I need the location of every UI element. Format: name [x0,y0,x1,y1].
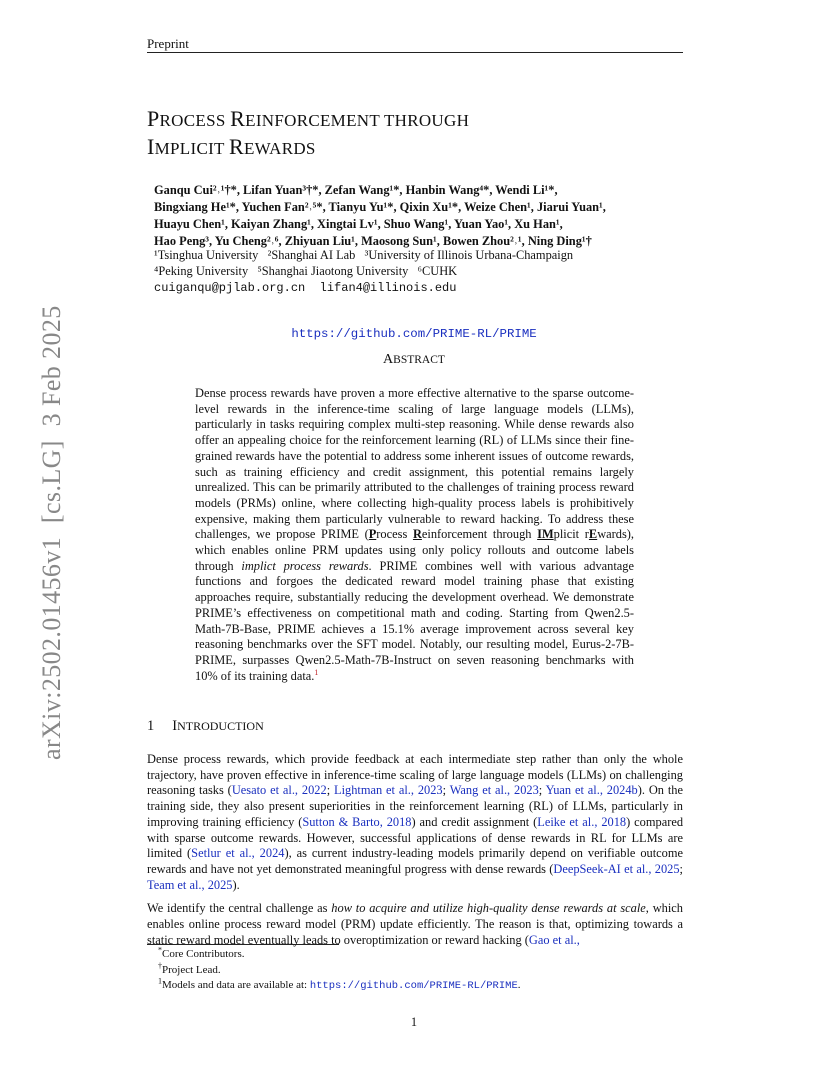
citation-link[interactable]: Uesato et al., 2022 [231,783,327,798]
citation-link[interactable]: Lightman et al., 2023 [334,783,443,798]
paper-title [147,106,469,162]
footnote: $^1$Models and data are available at: https://github.com/PRIME-RL/PRIME. [158,976,521,992]
header-rule [147,52,683,53]
abstract-heading: ABSTRACT [383,352,445,367]
footnote-link[interactable]: https://github.com/PRIME-RL/PRIME [309,980,518,992]
citation-link[interactable]: Gao et al., [528,932,580,947]
citation-link[interactable]: DeepSeek-AI et al., 2025 [553,861,680,876]
citation-link[interactable]: Leike et al., 2018 [537,814,627,829]
introduction-body [147,752,683,956]
footnote: *Core Contributors. [158,945,245,960]
citation-link[interactable]: Sutton & Barto, 2018 [302,814,412,829]
page-number: 1 [410,1015,418,1029]
author-line: Huayu Chen¹, Kaiyan Zhang¹, Xingtai Lv¹, Shuo Wang¹, Yuan Yao¹, Xu Han¹, [154,217,563,231]
affiliations [154,247,686,296]
author-line: Bingxiang He¹*, Yuchen Fan²˒⁵*, Tianyu Yu¹*, Qixin Xu¹*, Weize Chen¹, Jiarui Yuan¹, [154,200,606,214]
email-address[interactable]: cuiganqu@pjlab.org.cn [154,281,306,295]
abstract-paragraph: Dense process rewards have proven a more effective alternative to the sparse outcome-level rewards in the inference-time scaling of large language models (LLMs), particularly in tasks requiring complex multi-step reasoning. While dense rewards also offer an appealing choice for the reinforcement learning (RL) of LLMs since their fine-grained rewards have the potential to address some inherent issues of outcome rewards, such as training efficiency and credit assignment, this potential remains largely unrealized. This can be primarily attributed to the challenges of training process reward models (PRMs) online, where collecting high-quality process labels is prohibitively expensive, making them particularly vulnerable to reward hacking. To address these challenges, we propose PRIME (Process Reinforcement through IMplicit rEwards), which enables online PRM updates using only policy rollouts and outcome labels through implict process rewards. PRIME combines well with various advantage functions and forgoes the dedicated reward model training phase that existing approaches require, substantially reducing the development overhead. We demonstrate PRIME’s effectiveness on competitional math and coding. Starting from Qwen2.5-Math-7B-Base, PRIME achieves a 15.1% average improvement across several key reasoning benchmarks over the SFT model. Notably, our resulting model, Eurus-2-7B-PRIME, surpasses Qwen2.5-Math-7B-Instruct on seven reasoning benchmarks with 10% of its training data.$^1$ [195,386,635,683]
footnote-marker[interactable]: 1 [314,667,319,677]
author-line: Hao Peng³, Yu Cheng²˒⁶, Zhiyuan Liu¹, Maosong Sun¹, Bowen Zhou²˒¹, Ning Ding¹† [154,234,592,248]
title-line-2: IMPLICIT REWARDS [147,134,316,159]
affiliation-line: ¹Tsinghua University ²Shanghai AI Lab ³University of Illinois Urbana-Champaign [154,248,574,262]
citation-link[interactable]: Setlur et al., 2024 [191,846,285,861]
citation-link[interactable]: Team et al., 2025 [147,877,233,892]
author-line: Ganqu Cui²˒¹†*, Lifan Yuan³†*, Zefan Wang¹*, Hanbin Wang⁴*, Wendi Li¹*, [154,183,558,197]
abstract-body [195,386,634,684]
title-line-1: PROCESS REINFORCEMENT THROUGH [147,106,470,131]
email-address[interactable]: lifan4@illinois.edu [319,281,457,295]
citation-link[interactable]: Wang et al., 2023 [449,783,539,798]
running-header: Preprint [147,36,189,51]
email-line [154,279,686,296]
github-link-line [0,326,828,341]
section-heading-introduction: 1 INTRODUCTION [147,718,264,734]
footnotes [158,947,521,995]
affiliation-line: ⁴Peking University ⁵Shanghai Jiaotong University ⁶CUHK [154,264,458,278]
intro-paragraph: Dense process rewards, which provide feedback at each intermediate step rather than only the whole trajectory, have proven effective in inference-time scaling of large language models (LLMs) on challenging reasoning tasks (Uesato et al., 2022; Lightman et al., 2023; Wang et al., 2023; Yuan et al., 2024b). On the training side, they also present superiorities in the reinforcement learning (RL) of LLMs, particularly in improving training efficiency (Sutton & Barto, 2018) and credit assignment (Leike et al., 2018) compared with sparse outcome rewards. However, successful applications of dense rewards in RL for LLMs are limited (Setlur et al., 2024), as current industry-leading models primarily depend on verifiable outcome rewards and have not yet demonstrated meaningful progress with dense rewards (DeepSeek-AI et al., 2025; Team et al., 2025). [147,752,684,892]
github-link[interactable]: https://github.com/PRIME-RL/PRIME [291,327,537,341]
intro-paragraph: We identify the central challenge as how to acquire and utilize high-quality dense rewards at scale, which enables online process reward model (PRM) update efficiently. The reason is that, optimizing towards a static reward model eventually leads to overoptimization or reward hacking (Gao et al., [147,901,683,947]
footnote: †Project Lead. [158,960,221,976]
citation-link[interactable]: Yuan et al., 2024b [545,783,638,798]
arxiv-stamp: arXiv:2502.01456v1 [cs.LG] 3 Feb 2025 [37,305,66,760]
author-list [154,182,686,250]
footnote-rule [147,944,339,945]
